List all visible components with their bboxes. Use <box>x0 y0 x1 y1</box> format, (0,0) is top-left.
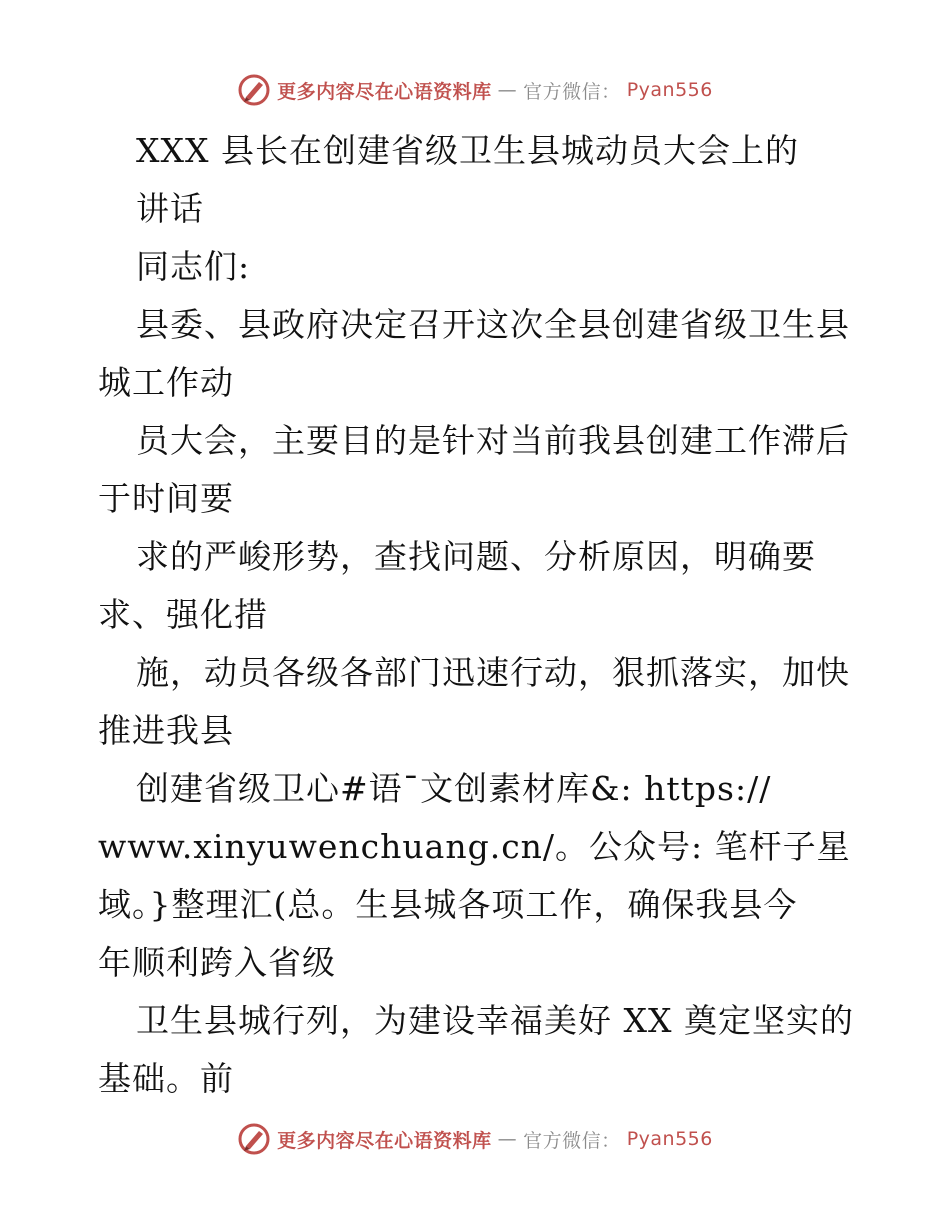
body-line: 于时间要 <box>98 479 234 518</box>
body-line: 县委、县政府决定召开这次全县创建省级卫生县 <box>136 305 850 344</box>
watermark-sub-text: 官方微信： <box>523 80 621 103</box>
watermark-main-text: 更多内容尽在心语资料库 <box>277 80 492 103</box>
body-line: 推进我县 <box>98 711 234 750</box>
salutation: 同志们: <box>136 247 251 286</box>
body-line: 员大会，主要目的是针对当前我县创建工作滞后 <box>136 421 850 460</box>
title-line-1: XXX 县长在创建省级卫生县城动员大会上的 <box>136 131 799 170</box>
pen-logo-icon <box>237 73 271 107</box>
watermark-dash: — <box>497 1128 518 1150</box>
pen-logo-icon <box>237 1122 271 1156</box>
body-line: 年顺利跨入省级 <box>98 943 336 982</box>
watermark-sub-text: 官方微信： <box>523 1129 621 1152</box>
body-line: 求、强化措 <box>98 595 268 634</box>
body-line: 创建省级卫心#语¯文创素材库&: https:// <box>136 769 772 808</box>
body-line: 施，动员各级各部门迅速行动，狠抓落实，加快 <box>136 653 850 692</box>
watermark-main-text: 更多内容尽在心语资料库 <box>277 1129 492 1152</box>
body-line: 卫生县城行列，为建设幸福美好 XX 奠定坚实的 <box>136 1001 854 1040</box>
watermark-dash: — <box>497 79 518 101</box>
body-line: 城工作动 <box>98 363 234 402</box>
body-line: 基础。前 <box>98 1059 234 1098</box>
body-line: www.xinyuwenchuang.cn/。公众号: 笔杆子星 <box>98 827 851 866</box>
watermark-wechat-id: Pyan556 <box>626 79 713 101</box>
title-line-2: 讲话 <box>136 189 204 228</box>
body-line: 求的严峻形势，查找问题、分析原因，明确要 <box>136 537 816 576</box>
watermark-wechat-id: Pyan556 <box>626 1128 713 1150</box>
footer-watermark <box>0 1119 950 1159</box>
header-watermark <box>0 70 950 110</box>
body-line: 域。}整理汇(总。生县城各项工作，确保我县今 <box>98 885 798 924</box>
